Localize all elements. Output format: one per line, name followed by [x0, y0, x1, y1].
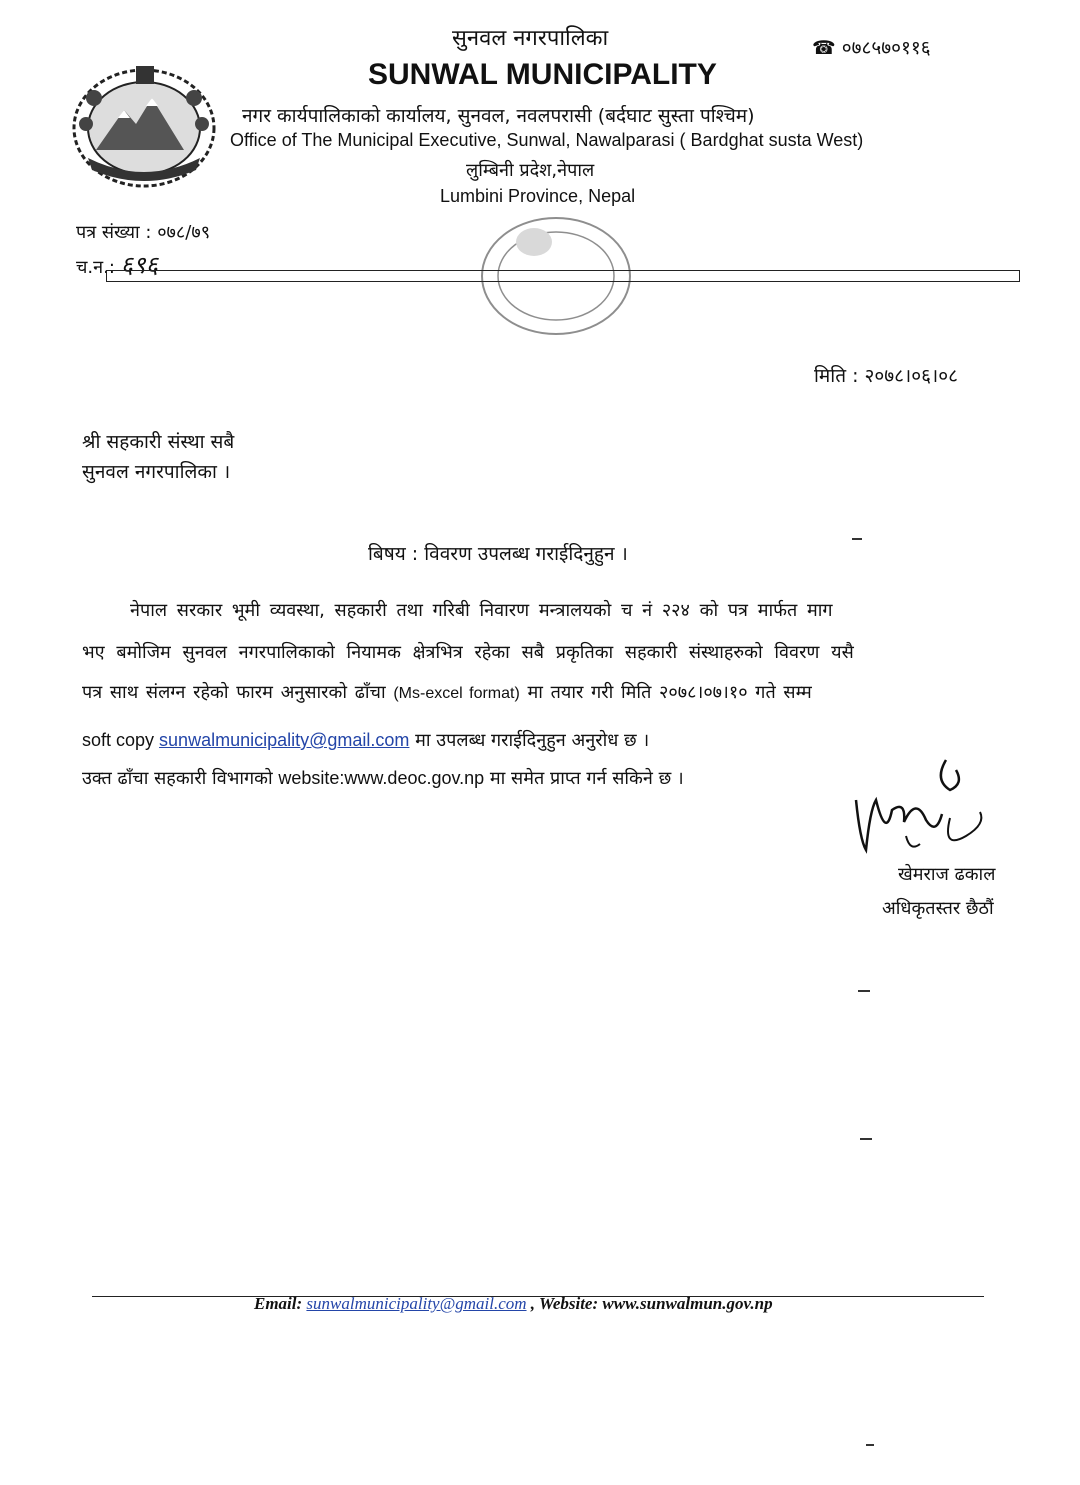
dispatch-label: च.न.: [76, 257, 115, 278]
letter-date: मिति : २०७८।०६।०८ [814, 365, 958, 387]
scan-mark [866, 1444, 874, 1446]
scan-mark [852, 538, 862, 540]
letterhead-title-english: SUNWAL MUNICIPALITY [368, 58, 717, 91]
footer-website: , Website: www.sunwalmun.gov.np [526, 1294, 773, 1313]
letterhead-phone [812, 34, 931, 60]
recipient-line-2: सुनवल नगरपालिका । [82, 461, 231, 483]
signatory-title: अधिकृतस्तर छैठौं [882, 898, 994, 919]
body-line-5-part-a: उक्त ढाँचा सहकारी विभागको [82, 768, 279, 789]
letterhead-title-nepali: सुनवल नगरपालिका [452, 26, 609, 51]
footer-email-label: Email: [254, 1294, 307, 1313]
scan-mark [860, 1138, 872, 1140]
body-line-3-part-a: पत्र साथ संलग्न रहेको फारम अनुसारको ढाँचा [82, 682, 394, 703]
scan-mark [858, 990, 870, 992]
body-line-1: नेपाल सरकार भूमी व्यवस्था, सहकारी तथा गरिबी निवारण मन्त्रालयको च नं २२४ को पत्र मार्फत माग [130, 600, 833, 621]
body-line-4-part-b: मा उपलब्ध गराईदिनुहुन अनुरोध छ । [409, 730, 650, 751]
body-line-2: भए बमोजिम सुनवल नगरपालिकाको नियामक क्षेत्रभित्र रहेका सबै प्रकृतिका सहकारी संस्थाहरुको विवरण यसै [82, 642, 854, 663]
letter-subject: बिषय : विवरण उपलब्ध गराईदिनुहुन । [368, 543, 628, 565]
province-english: Lumbini Province, Nepal [440, 186, 636, 206]
body-line-4 [82, 728, 649, 752]
office-name-nepali: नगर कार्यपालिकाको कार्यालय, सुनवल, नवलपरासी (बर्दघाट सुस्ता पश्चिम) [242, 105, 755, 127]
office-name-english: Office of The Municipal Executive, Sunwal, Nawalparasi ( Bardghat susta West) [230, 130, 864, 150]
soft-copy-label: soft copy [82, 730, 160, 750]
body-line-5-part-c: मा समेत प्राप्त गर्न सकिने छ । [484, 768, 684, 789]
stamp-text [476, 212, 477, 213]
signatory-name: खेमराज ढकाल [898, 864, 996, 885]
body-line-5 [82, 766, 684, 790]
body-line-3 [82, 680, 812, 704]
phone-icon: ☎ [812, 37, 836, 59]
phone-number: ०७८५७०११६ [841, 37, 931, 59]
letter-number: पत्र संख्या : ०७८/७९ [76, 222, 211, 243]
website-link[interactable]: website:www.deoc.gov.np [278, 768, 485, 788]
province-nepali: लुम्बिनी प्रदेश,नेपाल [466, 160, 595, 181]
letter-footer [254, 1294, 773, 1314]
format-note: (Ms-excel format) [393, 685, 520, 702]
footer-email-link[interactable]: sunwalmunicipality@gmail.com [306, 1294, 527, 1313]
body-line-3-part-c: मा तयार गरी मिति २०७८।०७।१० गते सम्म [519, 682, 812, 703]
email-link[interactable]: sunwalmunicipality@gmail.com [159, 730, 410, 750]
municipality-emblem [66, 58, 222, 190]
recipient-line-1: श्री सहकारी संस्था सबै [82, 431, 235, 453]
header-divider [106, 270, 1020, 282]
handwritten-signature [846, 740, 1006, 860]
dispatch-value: ६९६ [120, 251, 159, 279]
